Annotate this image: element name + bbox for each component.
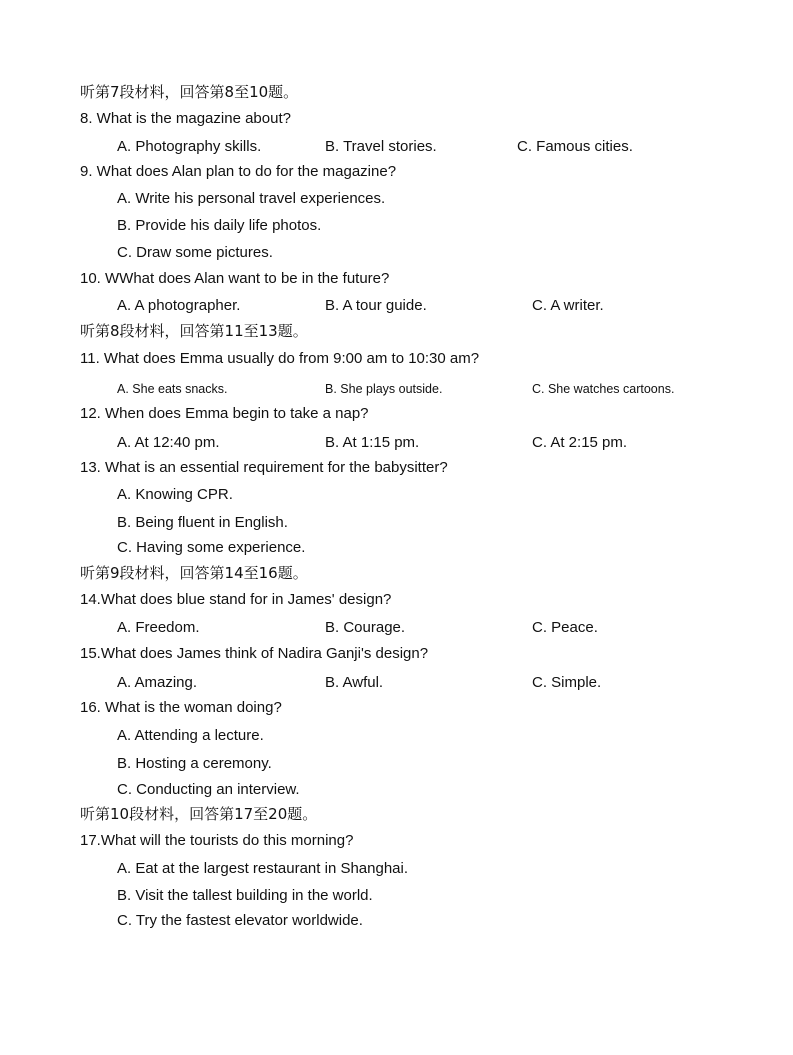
answer-option: B. Travel stories. bbox=[325, 138, 437, 155]
question-stem: 8. What is the magazine about? bbox=[80, 110, 291, 127]
section-heading: 听第7段材料，回答第8至10题。 bbox=[80, 83, 299, 101]
answer-option: A. Write his personal travel experiences. bbox=[117, 190, 386, 207]
answer-option: C. Having some experience. bbox=[117, 539, 306, 556]
question-stem: 14.What does blue stand for in James' design? bbox=[80, 591, 392, 608]
answer-option: A. Photography skills. bbox=[117, 138, 262, 155]
answer-option: B. Provide his daily life photos. bbox=[117, 217, 322, 234]
question-stem: 10. WWhat does Alan want to be in the future? bbox=[80, 270, 390, 287]
answer-option: A. Knowing CPR. bbox=[117, 486, 233, 503]
answer-option: C. Peace. bbox=[532, 619, 598, 636]
answer-option: B. She plays outside. bbox=[325, 382, 443, 396]
answer-option: A. At 12:40 pm. bbox=[117, 434, 220, 451]
answer-option: C. Draw some pictures. bbox=[117, 244, 273, 261]
section-heading: 听第9段材料，回答第14至16题。 bbox=[80, 564, 308, 582]
question-stem: 11. What does Emma usually do from 9:00 am to 10:30 am? bbox=[80, 350, 480, 367]
answer-option: C. Famous cities. bbox=[517, 138, 633, 155]
answer-option: B. A tour guide. bbox=[325, 297, 427, 314]
answer-option: B. Hosting a ceremony. bbox=[117, 755, 272, 772]
question-stem: 16. What is the woman doing? bbox=[80, 699, 282, 716]
answer-option: A. She eats snacks. bbox=[117, 382, 228, 396]
answer-option: C. Conducting an interview. bbox=[117, 781, 300, 798]
answer-option: C. Simple. bbox=[532, 674, 602, 691]
answer-option: B. Courage. bbox=[325, 619, 406, 636]
answer-option: B. At 1:15 pm. bbox=[325, 434, 420, 451]
question-stem: 9. What does Alan plan to do for the magazine? bbox=[80, 163, 397, 180]
answer-option: A. Attending a lecture. bbox=[117, 727, 264, 744]
question-stem: 13. What is an essential requirement for the babysitter? bbox=[80, 459, 448, 476]
answer-option: B. Awful. bbox=[325, 674, 384, 691]
section-heading: 听第10段材料，回答第17至20题。 bbox=[80, 805, 318, 823]
answer-option: A. Eat at the largest restaurant in Shanghai. bbox=[117, 860, 409, 877]
answer-option: C. A writer. bbox=[532, 297, 604, 314]
answer-option: A. Freedom. bbox=[117, 619, 200, 636]
answer-option: A. A photographer. bbox=[117, 297, 241, 314]
answer-option: A. Amazing. bbox=[117, 674, 198, 691]
answer-option: B. Visit the tallest building in the world. bbox=[117, 887, 373, 904]
answer-option: B. Being fluent in English. bbox=[117, 514, 288, 531]
answer-option: C. She watches cartoons. bbox=[532, 382, 675, 396]
question-stem: 15.What does James think of Nadira Ganji's design? bbox=[80, 645, 429, 662]
answer-option: C. At 2:15 pm. bbox=[532, 434, 628, 451]
question-stem: 12. When does Emma begin to take a nap? bbox=[80, 405, 369, 422]
question-stem: 17.What will the tourists do this morning? bbox=[80, 832, 354, 849]
answer-option: C. Try the fastest elevator worldwide. bbox=[117, 912, 363, 929]
section-heading: 听第8段材料，回答第11至13题。 bbox=[80, 322, 308, 340]
